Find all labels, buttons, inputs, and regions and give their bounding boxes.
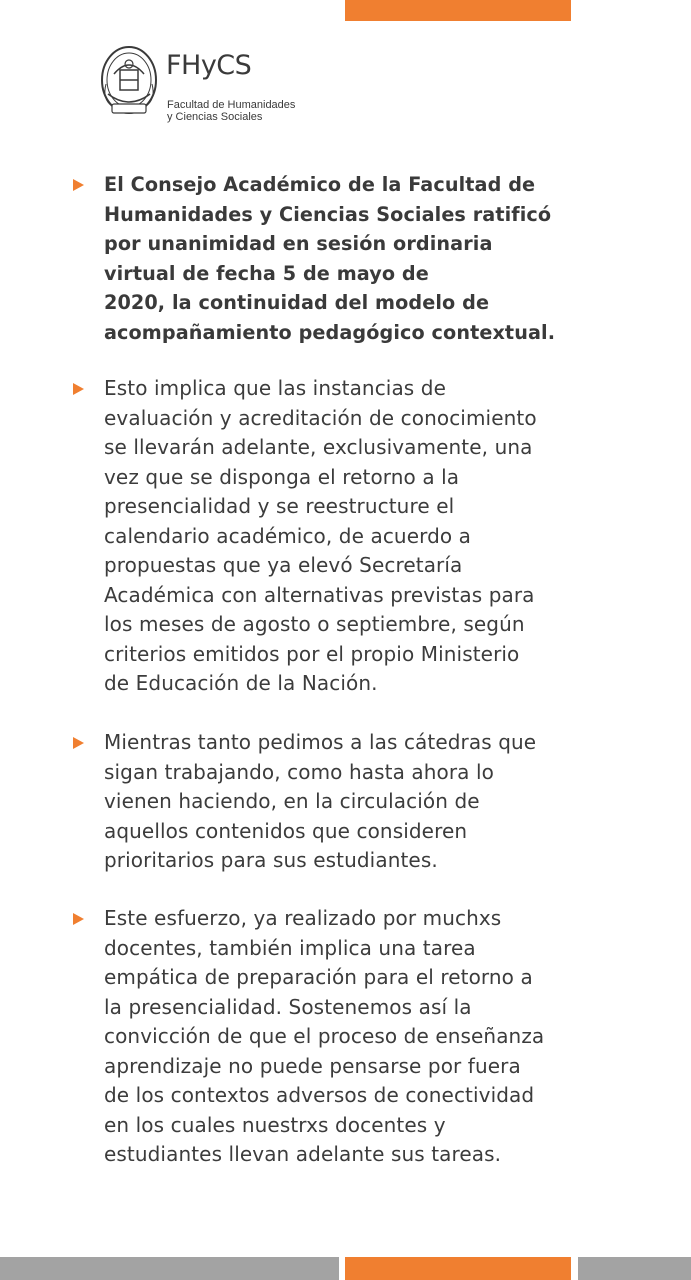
bullet-arrow-icon bbox=[73, 913, 84, 925]
bullet-chairs-request bbox=[104, 728, 584, 876]
bullet-arrow-icon bbox=[73, 179, 84, 191]
bullet-teacher-effort bbox=[104, 904, 584, 1170]
bullet-line: convicción de que el proceso de enseñanza bbox=[104, 1024, 545, 1048]
bullet-line: aprendizaje no puede pensarse por fuera bbox=[104, 1053, 521, 1078]
bullet-line: por unanimidad en sesión ordinaria bbox=[104, 232, 493, 255]
bullet-line: de Educación de la Nación. bbox=[104, 671, 378, 695]
bullet-ratification bbox=[104, 170, 584, 347]
top-accent-bar bbox=[345, 0, 571, 21]
bullet-line: Esto implica que las instancias de bbox=[104, 376, 446, 400]
bullet-line: virtual de fecha 5 de mayo de bbox=[104, 261, 429, 285]
bullet-line: criterios emitidos por el propio Ministerio bbox=[104, 641, 520, 666]
bullet-line: docentes, también implica una tarea bbox=[104, 935, 476, 960]
brand-name: FHyCS bbox=[166, 50, 252, 81]
bottom-gray-bar-left bbox=[0, 1257, 339, 1280]
brand-subtitle-line-1: Facultad de Humanidades bbox=[167, 99, 296, 111]
brand-subtitle-line-2: y Ciencias Sociales bbox=[167, 111, 263, 123]
bullet-line: acompañamiento pedagógico contextual. bbox=[104, 320, 556, 344]
faculty-logo bbox=[100, 44, 300, 123]
bullet-line: propuestas que ya elevó Secretaría bbox=[104, 553, 463, 577]
bullet-line: evaluación y acreditación de conocimiento bbox=[104, 405, 537, 430]
bullet-line: calendario académico, de acuerdo a bbox=[104, 523, 472, 548]
bullet-line: prioritarios para sus estudiantes. bbox=[104, 848, 438, 872]
bullet-line: empática de preparación para el retorno a bbox=[104, 965, 533, 989]
bullet-line: vez que se disponga el retorno a la bbox=[104, 464, 460, 489]
bullet-line: El Consejo Académico de la Facultad de bbox=[104, 173, 536, 196]
bullet-line: Este esfuerzo, ya realizado por muchxs bbox=[104, 906, 502, 930]
bullet-line: la presencialidad. Sostenemos así la bbox=[104, 994, 472, 1019]
bullet-arrow-icon bbox=[73, 383, 84, 395]
bottom-gray-bar-right bbox=[578, 1257, 691, 1280]
bullet-line: presencialidad y se reestructure el bbox=[104, 494, 455, 518]
bullet-line: Humanidades y Ciencias Sociales ratificó bbox=[104, 202, 552, 226]
bullet-line: Mientras tanto pedimos a las cátedras que bbox=[104, 730, 537, 754]
brand-subtitle bbox=[167, 99, 295, 123]
bullet-line: estudiantes llevan adelante sus tareas. bbox=[104, 1142, 502, 1166]
bullet-line: Académica con alternativas previstas para bbox=[104, 582, 535, 607]
bullet-line: en los cuales nuestrxs docentes y bbox=[104, 1112, 446, 1137]
bullet-line: sigan trabajando, como hasta ahora lo bbox=[104, 759, 494, 784]
bullet-line: aquellos contenidos que consideren bbox=[104, 818, 468, 843]
bullet-line: se llevarán adelante, exclusivamente, una bbox=[104, 435, 533, 459]
bullet-line: los meses de agosto o septiembre, según bbox=[104, 612, 525, 636]
bullet-line: vienen haciendo, en la circulación de bbox=[104, 789, 480, 813]
bullet-arrow-icon bbox=[73, 737, 84, 749]
bottom-accent-bar bbox=[345, 1257, 571, 1280]
university-seal-icon bbox=[100, 44, 158, 120]
bullet-line: 2020, la continuidad del modelo de bbox=[104, 291, 490, 314]
bullet-evaluation bbox=[104, 374, 584, 699]
bullet-line: de los contextos adversos de conectividad bbox=[104, 1083, 535, 1107]
